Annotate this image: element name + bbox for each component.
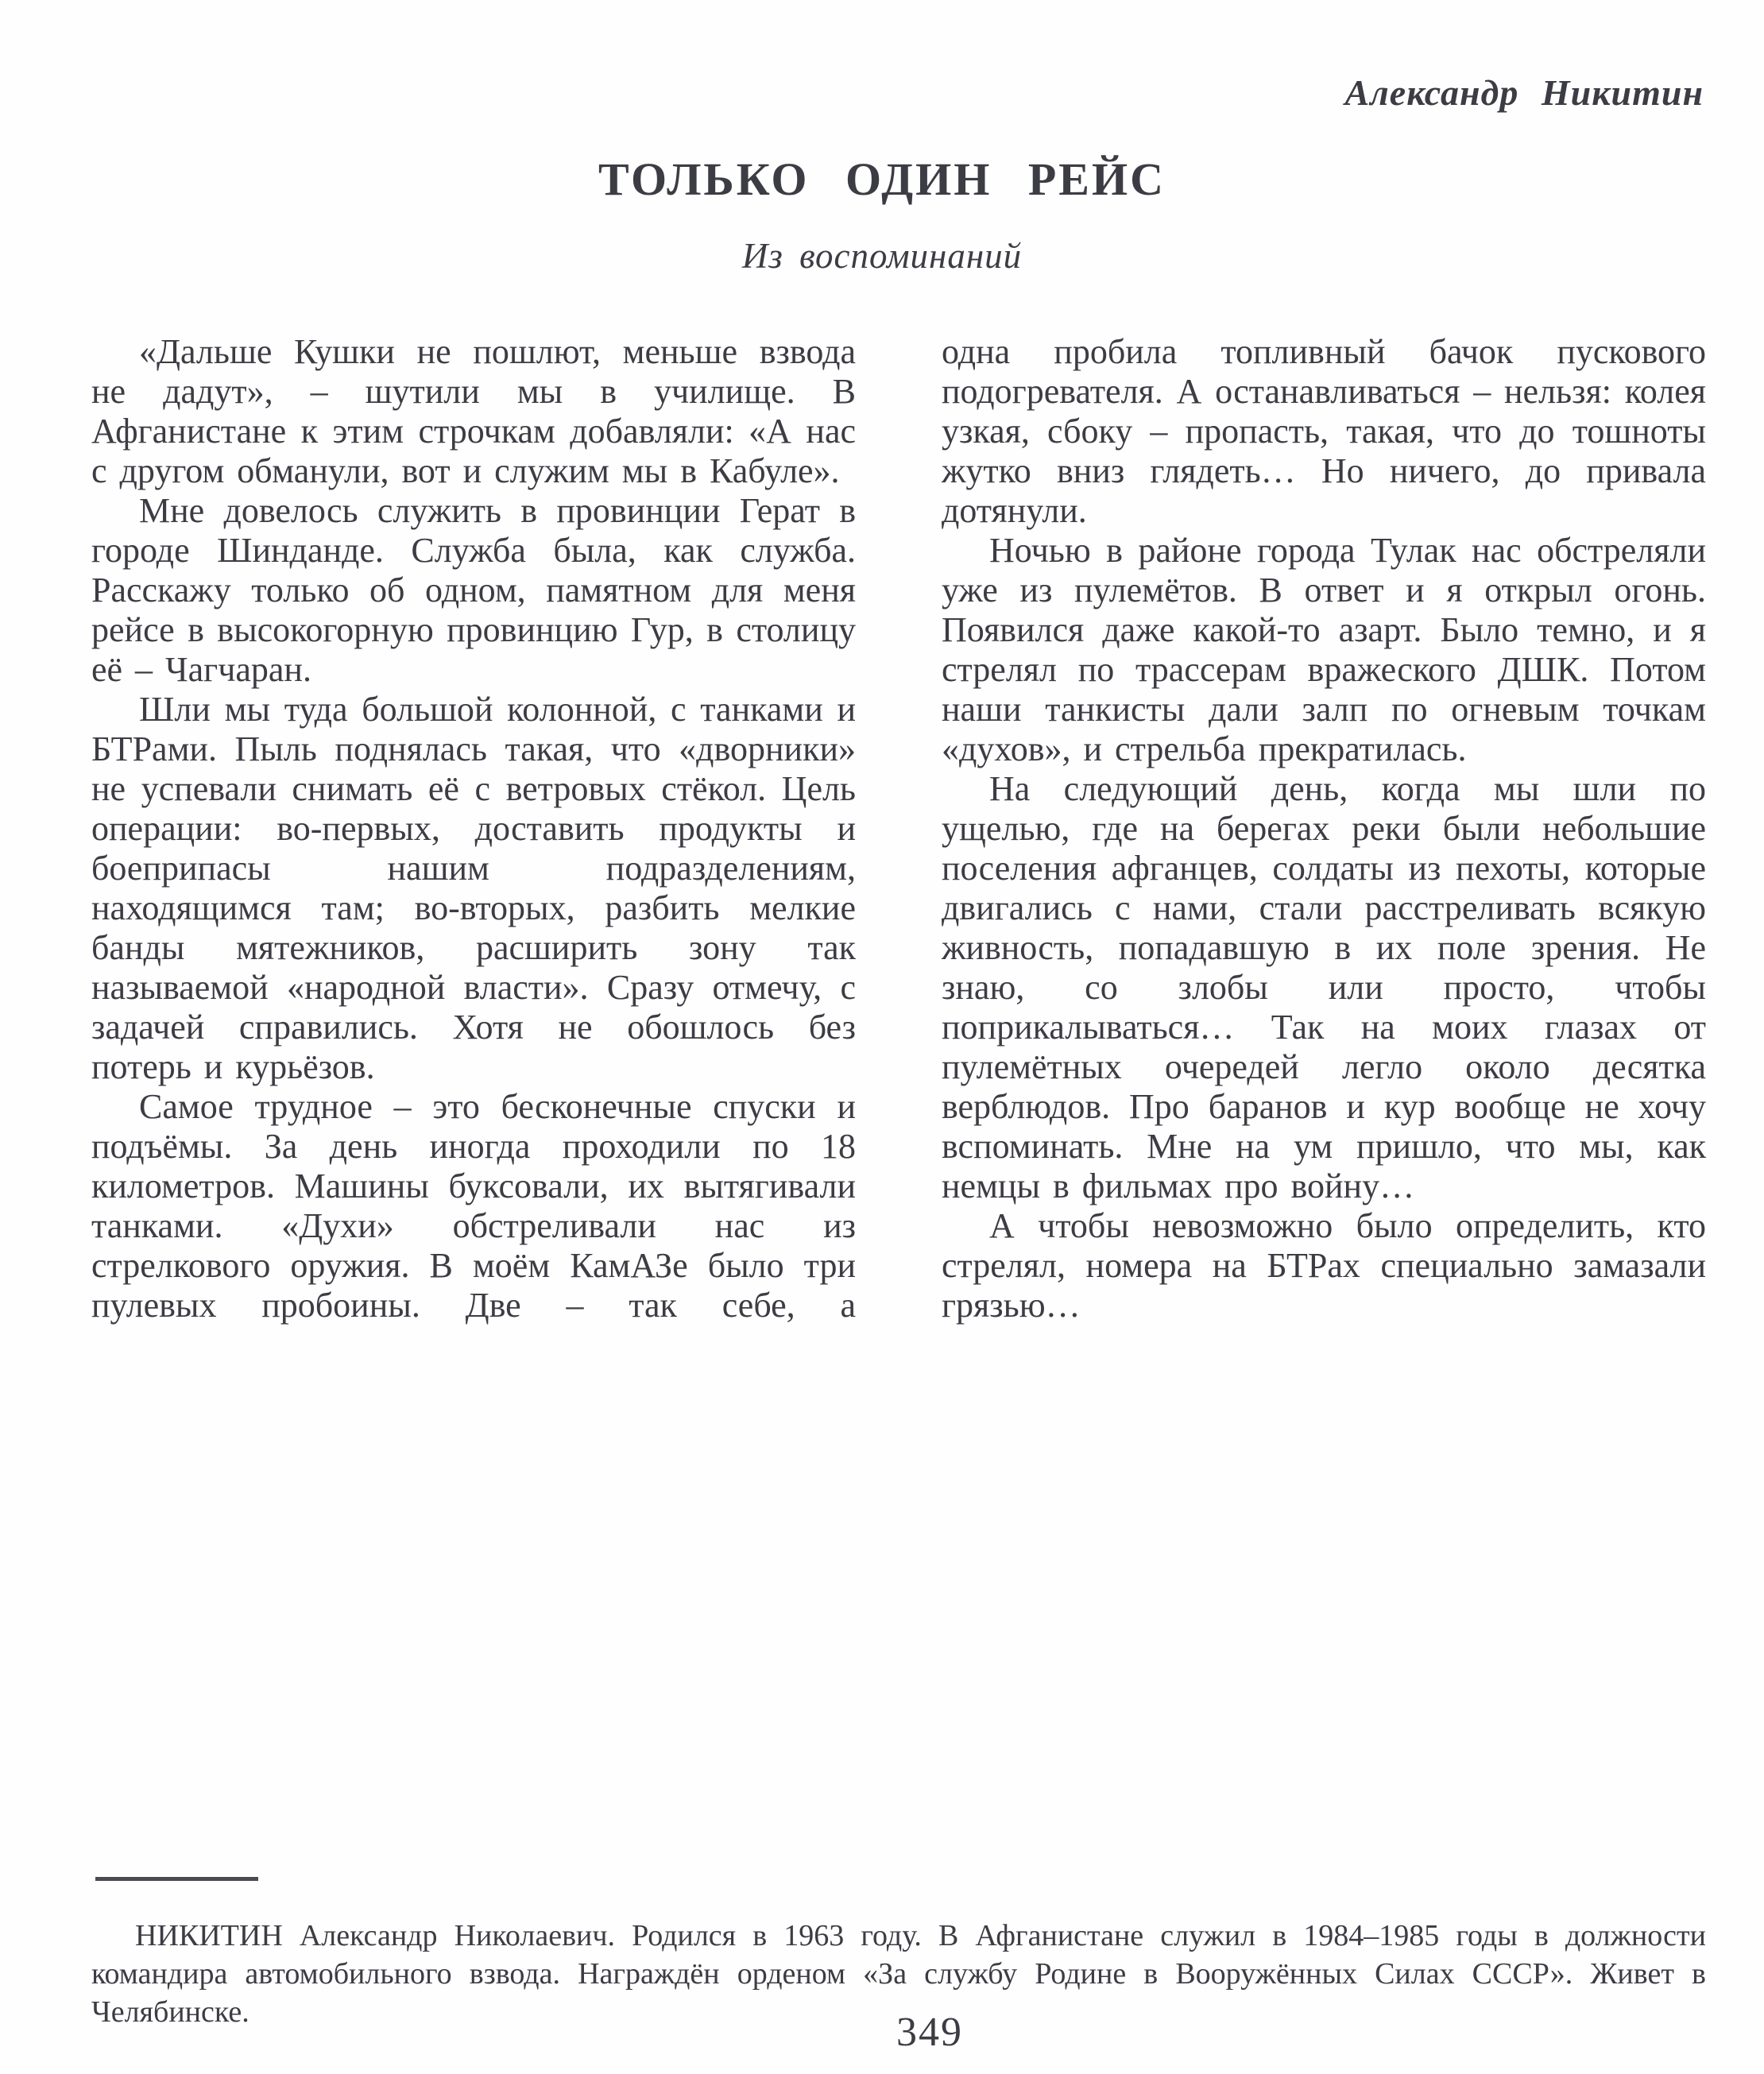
paragraph: Шли мы туда большой колонной, с танками и БТРами. Пыль поднялась такая, что «дворники» не успевали снимать её с ветровых стёкол. Цель операции: во-первых, доставить продукты и боеприпасы нашим подразделениям, находящимся там; во-вторых, разбить мелкие банды мятежников, расширить зону так называемой «народной власти». Сразу отмечу, с задачей справились. Хотя не обошлось без потерь и курьёзов. [91, 690, 856, 1086]
paragraph-continuation: одна пробила топливный бачок пускового подогревателя. А останавливаться – нельзя: колея узкая, сбоку – пропасть, такая, что до тошноты жутко вниз глядеть… Но ничего, до привала дотянули. [942, 332, 1706, 530]
text-columns [91, 332, 1706, 1325]
footnote-rule [95, 1877, 258, 1881]
footnote-bio: НИКИТИН Александр Николаевич. Родился в 1963 году. В Афганистане служил в 1984–1985 годы в должности командира автомобильного взвода. Награждён орденом «За службу Родине в Вооружённых Силах СССР». Живет в Челябинске. [91, 1919, 1706, 2029]
paragraph: Самое трудное – это бесконечные спуски и подъёмы. За день иногда проходили по 18 километров. Машины буксовали, их вытягивали танками. «Духи» обстреливали нас из стрелкового оружия. В моём КамАЗе было три пулевых пробоины. Две – так себе, а [91, 1087, 856, 1325]
paragraph: Ночью в районе города Тулак нас обстреляли уже из пулемётов. В ответ и я открыл огонь. Появился даже какой-то азарт. Было темно, и я стрелял по трассерам вражеского ДШК. Потом наши танкисты дали залп по огневым точкам «духов», и стрельба прекратилась. [942, 531, 1706, 768]
author-name: Александр Никитин [1344, 72, 1704, 113]
paragraph: А чтобы невозможно было определить, кто стрелял, номера на БТРах специально замазали грязью… [942, 1206, 1706, 1325]
subtitle: Из воспоминаний [741, 236, 1023, 276]
right-column [942, 332, 1706, 1325]
paragraph: На следующий день, когда мы шли по ущелью, где на берегах реки были небольшие поселения афганцев, солдаты из пехоты, которые двигались с нами, стали расстреливать всякую живность, попадавшую в их поле зрения. Не знаю, со злобы или просто, чтобы поприкалываться… Так на моих глазах от пулемётных очередей легло около десятка верблюдов. Про баранов и кур вообще не хочу вспоминать. Мне на ум пришло, что мы, как немцы в фильмах про войну… [942, 769, 1706, 1205]
page-title: ТОЛЬКО ОДИН РЕЙС [598, 153, 1166, 205]
left-column [91, 332, 856, 1325]
page-number: 349 [896, 2010, 963, 2055]
paragraph: Мне довелось служить в провинции Герат в городе Шинданде. Служба была, как служба. Расскажу только об одном, памятном для меня рейсе в высокогорную провинцию Гур, в столицу её – Чагчаран. [91, 491, 856, 689]
paragraph: «Дальше Кушки не пошлют, меньше взвода не дадут», – шутили мы в училище. В Афганистане к этим строчкам добавляли: «А нас с другом обманули, вот и служим мы в Кабуле». [91, 332, 856, 490]
